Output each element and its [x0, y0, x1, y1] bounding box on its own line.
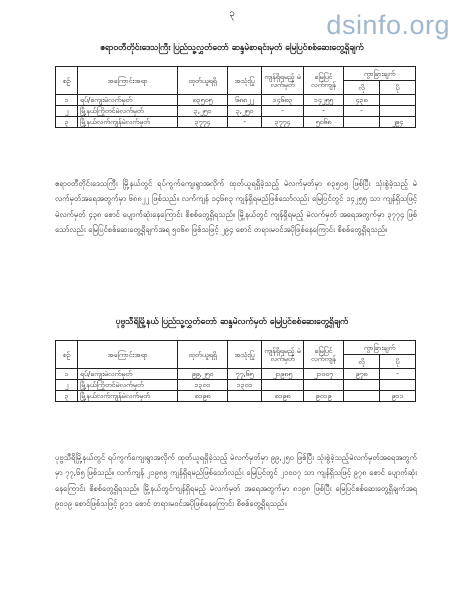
- cell-item: မြို့နယ်လက်ကျန်မဲလက်မှတ်: [78, 391, 178, 402]
- table-row: [56, 95, 416, 106]
- cell-received: ၃၇၇၄: [178, 117, 228, 128]
- cell-ground: -: [304, 106, 344, 117]
- col-header-ground: မြေပြင် လက်ကျန်: [304, 341, 344, 369]
- col-header-item: အကြောင်းအရာ: [78, 67, 178, 95]
- cell-over: [380, 95, 416, 106]
- cell-short: [344, 391, 380, 402]
- section-1-paragraph: ဧရာဝတီတိုင်းဒေသကြီး မြို့နယ်တွင် ရပ်ကွက်ကျေးရွာအလိုက် ထုတ်ယူရရှိခဲ့သည့် မဲလက်မှတ်မှာ ၈၃၅၀၅ ဖြစ်ပြီး သုံးစွဲခဲ့သည့် မဲလက်မှတ်အရေအတွက်မှာ ၆၈၈၂၂ ဖြစ်သည်။ လက်ကျန် ၁၄၆၈၃ ကျန်ရှိရမည်ဖြစ်သော်လည်း မြေပြင်တွင် ၁၄၂၅၅ သာ ကျန်ရှိသဖြင့် မဲလက်မှတ် ၄၃၈ စောင် ပျောက်ဆုံးနေကြောင်း စိစစ်တွေ့ရှိရသည်။ မြို့နယ်တွင် ကျန်ရှိရမည့် မဲလက်မှတ် အရေအတွက်မှာ ၃၇၇၄ ဖြစ်သော်လည်း မြေပြင်စစ်ဆေးတွေ့ရှိချက်အရ ၅၀၆၈ ဖြစ်သဖြင့် ၂၉၄ စောင် တရားမဝင်အပိုဖြစ်နေကြောင်း စိစစ်တွေ့ရှိရသည်။: [55, 179, 417, 235]
- col-header-item: အကြောင်းအရာ: [78, 341, 178, 369]
- watermark: dsinfo.org: [326, 10, 450, 40]
- cell-no: ၁: [56, 369, 78, 380]
- cell-used: [228, 391, 262, 402]
- table-row: [56, 391, 416, 402]
- cell-used: ၃,၂၅၀: [228, 106, 262, 117]
- cell-used: ၇၇,၆၅: [228, 369, 262, 380]
- cell-received: ၉၉,၂၅၀: [178, 369, 228, 380]
- col-header-short: လို: [344, 81, 380, 95]
- cell-no: ၃: [56, 117, 78, 128]
- section-2-paragraph: ပုဗ္ဗသီရိမြို့နယ်တွင် ရပ်ကွက်ကျေးရွာအလိုက် ထုတ်ယူရရှိခဲ့သည့် မဲလက်မှတ်မှာ ၉၉,၂၅၀ ဖြစ်ပြီး သုံးစွဲခဲ့သည့်မဲလက်မှတ်အရေအတွက်မှာ ၇၇,၆၅ ဖြစ်သည်။ လက်ကျန် ၂၁၉၈၅ ကျန်ရှိရမည်ဖြစ်သော်လည်း မြေပြင်တွင် ၂၁၀၀၇ သာ ကျန်ရှိသဖြင့် ၉၇၈ စောင် ပျောက်ဆုံးနေကြောင်း စိစစ်တွေ့ရှိရသည်။ မြို့နယ်တွင်ကျန်ရှိရမည့် မဲလက်မှတ် အရေအတွက်မှာ ၈၁၉၈ ဖြစ်ပြီး မြေပြင်စစ်ဆေးတွေ့ရှိချက်အရ ၉၀၁၉ စောင်ဖြစ်သဖြင့် ၉၁၁ စောင် တရားမဝင်အပိုဖြစ်နေကြောင်း စိစစ်တွေ့ရှိရသည်။: [55, 453, 417, 509]
- col-header-difference: ကွာခြားချက်: [344, 341, 416, 355]
- cell-short: -: [344, 106, 380, 117]
- cell-over: ၂၉၄: [380, 117, 416, 128]
- col-header-used: အသုံးပြု: [228, 341, 262, 369]
- cell-expected: -: [262, 106, 304, 117]
- cell-item: ရပ်/ကျေးမဲလက်မှတ်: [78, 95, 178, 106]
- cell-expected: ၈၁၉၈: [262, 391, 304, 402]
- cell-short: [344, 380, 380, 391]
- col-header-short: လို: [344, 355, 380, 369]
- cell-no: ၃: [56, 391, 78, 402]
- cell-no: ၂: [56, 106, 78, 117]
- cell-over: -: [380, 369, 416, 380]
- cell-ground: ၁၄၂၅၅: [304, 95, 344, 106]
- col-header-over: ပို: [380, 81, 416, 95]
- col-header-no: စဉ်: [56, 67, 78, 95]
- cell-used: -: [228, 117, 262, 128]
- col-header-expected: ကျန်ရှိရမည့် မဲလက်မှတ်: [262, 67, 304, 95]
- cell-no: ၁: [56, 95, 78, 106]
- cell-over: [380, 106, 416, 117]
- col-header-received: ထုတ်ယူရရှိ: [178, 67, 228, 95]
- cell-expected: ၂၁၉၈၅: [262, 369, 304, 380]
- cell-item: မြို့နယ်ကြိုတင်မဲလက်မှတ်: [78, 106, 178, 117]
- cell-expected: ၁၄၆၈၃: [262, 95, 304, 106]
- cell-short: ၄၃၈: [344, 95, 380, 106]
- col-header-over: ပို: [380, 355, 416, 369]
- table-row: [56, 106, 416, 117]
- col-header-received: ထုတ်ယူရရှိ: [178, 341, 228, 369]
- cell-received: ၈၃၅၀၅: [178, 95, 228, 106]
- cell-item: ရပ်/ကျေးမဲလက်မှတ်: [78, 369, 178, 380]
- cell-short: [344, 117, 380, 128]
- cell-ground: ၅၀၆၈: [304, 117, 344, 128]
- col-header-expected: ကျန်ရှိရမည့် မဲလက်မှတ်: [262, 341, 304, 369]
- table-row: [56, 369, 416, 380]
- section-2-table: [55, 340, 416, 402]
- cell-received: ၁၃၀၁: [178, 380, 228, 391]
- cell-used: ၁၃၀၁: [228, 380, 262, 391]
- cell-no: ၂: [56, 380, 78, 391]
- table-row: [56, 117, 416, 128]
- table-row: [56, 380, 416, 391]
- cell-over: ၉၁၁: [380, 391, 416, 402]
- cell-over: [380, 380, 416, 391]
- section-1-table: [55, 66, 416, 128]
- cell-ground: ၉၀၁၉: [304, 391, 344, 402]
- section-2-heading: ပုဗ္ဗသီရိမြို့နယ် ပြည်သူ့လွှတ်တော် ဆန္ဒမဲလက်မှတ် မြေပြင်စစ်ဆေးတွေ့ရှိချက်: [115, 317, 349, 327]
- table-header-row: [56, 67, 416, 81]
- table-header-row: [56, 341, 416, 355]
- cell-expected: [262, 380, 304, 391]
- cell-item: မြို့နယ်လက်ကျန်မဲလက်မှတ်: [78, 117, 178, 128]
- col-header-ground: မြေပြင် လက်ကျန်: [304, 67, 344, 95]
- cell-ground: [304, 380, 344, 391]
- cell-short: ၉၇၈: [344, 369, 380, 380]
- page-number: ၃: [229, 8, 235, 19]
- cell-used: ၆၈၈၂၂: [228, 95, 262, 106]
- section-1-heading: ဧရာဝတီတိုင်းဒေသကြီး ပြည်သူ့လွှတ်တော် ဆန္ဒမဲစာရင်းမှတ် မြေပြင်စစ်ဆေးတွေ့ရှိချက်: [100, 43, 364, 53]
- cell-received: ၈၁၉၈: [178, 391, 228, 402]
- cell-ground: ၂၁၀၀၇: [304, 369, 344, 380]
- cell-expected: ၃၇၇၄: [262, 117, 304, 128]
- col-header-no: စဉ်: [56, 341, 78, 369]
- col-header-used: အသုံးပြု: [228, 67, 262, 95]
- cell-item: မြို့နယ်ကြိုတင်မဲလက်မှတ်: [78, 380, 178, 391]
- col-header-difference: ကွာခြားချက်: [344, 67, 416, 81]
- cell-received: ၃,၂၅၀: [178, 106, 228, 117]
